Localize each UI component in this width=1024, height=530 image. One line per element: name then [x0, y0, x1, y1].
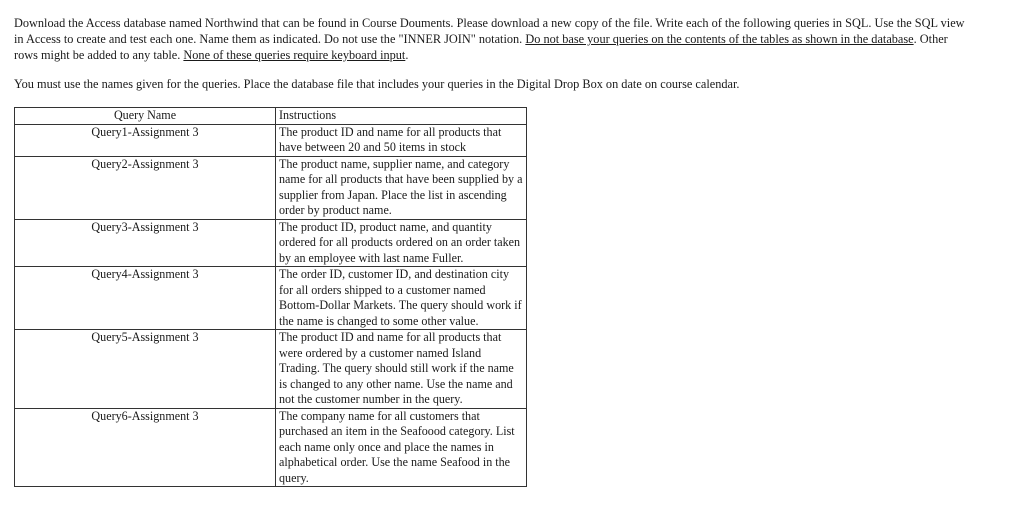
query-name-cell: Query4-Assignment 3: [15, 267, 276, 330]
query-name-cell: Query1-Assignment 3: [15, 124, 276, 156]
table-row: [15, 267, 527, 330]
instructions-cell: The product ID, product name, and quantity ordered for all products ordered on an order taken by an employee with last name Fuller.: [276, 219, 527, 267]
table-row: [15, 219, 527, 267]
table-row: [15, 330, 527, 409]
intro-text-2: . Other rows might be added to any table.: [14, 32, 948, 62]
intro-text-3: .: [405, 48, 409, 62]
queries-table: [14, 107, 527, 487]
query-name-cell: Query2-Assignment 3: [15, 156, 276, 219]
document-body: [14, 15, 974, 92]
instructions-cell: The product name, supplier name, and category name for all products that have been supplied by a supplier from Japan. Place the list in ascending order by product name.: [276, 156, 527, 219]
header-instructions: Instructions: [276, 108, 527, 125]
header-query-name: Query Name: [15, 108, 276, 125]
query-name-cell: Query6-Assignment 3: [15, 408, 276, 487]
intro-underline-2: None of these queries require keyboard input: [183, 48, 406, 62]
instructions-cell: The order ID, customer ID, and destination city for all orders shipped to a customer named Bottom-Dollar Markets. The query should work if the name is changed to some other value.: [276, 267, 527, 330]
table-header-row: [15, 108, 527, 125]
intro-paragraph: [14, 15, 974, 63]
query-name-cell: Query5-Assignment 3: [15, 330, 276, 409]
instructions-cell: The company name for all customers that purchased an item in the Seafoood category. List each name only once and place the names in alphabetical order. Use the name Seafood in the query.: [276, 408, 527, 487]
query-name-cell: Query3-Assignment 3: [15, 219, 276, 267]
intro-text-1: Download the Access database named Northwind that can be found in Course Douments. Please download a new copy of the file. Write each of the following queries in SQL. Use the SQL view in Access to create and test each one. Name them as indicated. Do not use the "INNER JOIN" notation.: [14, 16, 965, 46]
instructions-cell: The product ID and name for all products that have between 20 and 50 items in stock: [276, 124, 527, 156]
table-row: [15, 408, 527, 487]
instructions-cell: The product ID and name for all products that were ordered by a customer named Island Trading. The query should still work if the name is changed to any other name. Use the name and not the customer number in the query.: [276, 330, 527, 409]
intro-underline-1: Do not base your queries on the contents of the tables as shown in the database: [525, 32, 914, 46]
table-row: [15, 156, 527, 219]
table-row: [15, 124, 527, 156]
note-paragraph: You must use the names given for the queries. Place the database file that includes your queries in the Digital Drop Box on date on course calendar.: [14, 77, 740, 91]
